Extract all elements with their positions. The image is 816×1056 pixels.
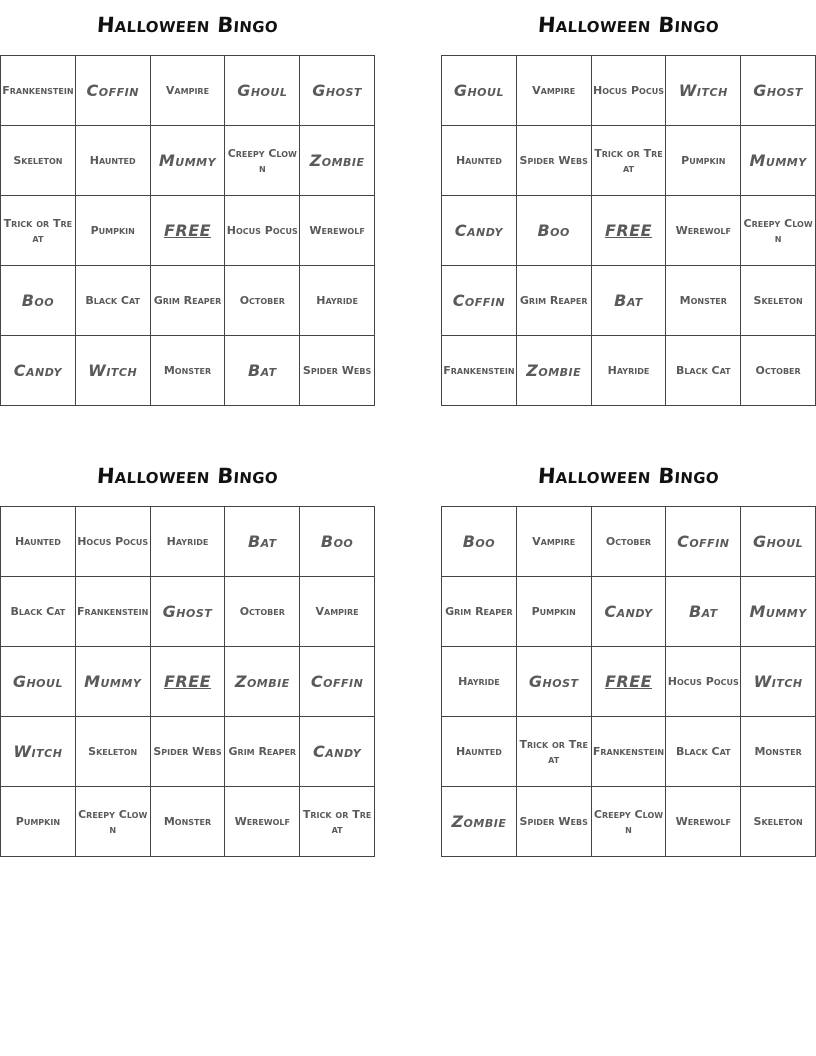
- bingo-cell: Ghoul: [225, 56, 300, 126]
- bingo-cell: Bat: [592, 266, 667, 336]
- bingo-cell: Frankenstein: [76, 577, 151, 647]
- bingo-grid: [441, 506, 816, 857]
- bingo-cell: Grim Reaper: [151, 266, 226, 336]
- bingo-cell: Frankenstein: [592, 717, 667, 787]
- bingo-cell: Werewolf: [666, 196, 741, 266]
- bingo-cell: Creepy Clown: [225, 126, 300, 196]
- bingo-cell: Monster: [151, 336, 226, 406]
- bingo-cell: Creepy Clown: [741, 196, 816, 266]
- bingo-cell: Creepy Clown: [76, 787, 151, 857]
- free-space-cell: FREE: [592, 647, 667, 717]
- bingo-cell: Spider Webs: [517, 787, 592, 857]
- bingo-cell: Witch: [741, 647, 816, 717]
- bingo-cell: Bat: [666, 577, 741, 647]
- bingo-cell: Vampire: [517, 507, 592, 577]
- bingo-cell: Zombie: [517, 336, 592, 406]
- bingo-cell: Mummy: [76, 647, 151, 717]
- bingo-cell: Witch: [1, 717, 76, 787]
- bingo-cell: Pumpkin: [76, 196, 151, 266]
- bingo-cell: Black Cat: [666, 336, 741, 406]
- bingo-cell: Haunted: [76, 126, 151, 196]
- bingo-cell: Witch: [666, 56, 741, 126]
- bingo-grid: [0, 506, 375, 857]
- bingo-cell: Ghost: [300, 56, 375, 126]
- bingo-cell: Trick or Treat: [1, 196, 76, 266]
- bingo-cell: Ghost: [741, 56, 816, 126]
- card-title: Halloween Bingo: [537, 464, 720, 488]
- bingo-cell: Grim Reaper: [225, 717, 300, 787]
- bingo-cell: Trick or Treat: [592, 126, 667, 196]
- bingo-cell: Skeleton: [741, 787, 816, 857]
- bingo-cell: Mummy: [741, 126, 816, 196]
- bingo-cell: Pumpkin: [666, 126, 741, 196]
- bingo-cell: Zombie: [225, 647, 300, 717]
- bingo-cell: Monster: [666, 266, 741, 336]
- bingo-cell: Bat: [225, 507, 300, 577]
- bingo-cell: Skeleton: [741, 266, 816, 336]
- bingo-cell: Ghoul: [1, 647, 76, 717]
- bingo-cell: Spider Webs: [517, 126, 592, 196]
- bingo-cell: Coffin: [666, 507, 741, 577]
- bingo-cell: Frankenstein: [1, 56, 76, 126]
- bingo-cell: Monster: [741, 717, 816, 787]
- bingo-cell: Frankenstein: [442, 336, 517, 406]
- bingo-cell: Boo: [517, 196, 592, 266]
- bingo-cell: Black Cat: [76, 266, 151, 336]
- bingo-cell: Skeleton: [76, 717, 151, 787]
- bingo-cell: October: [592, 507, 667, 577]
- bingo-cell: Vampire: [517, 56, 592, 126]
- bingo-cell: Vampire: [151, 56, 226, 126]
- bingo-cell: Boo: [1, 266, 76, 336]
- bingo-cell: Werewolf: [666, 787, 741, 857]
- bingo-cell: Hocus Pocus: [666, 647, 741, 717]
- bingo-cell: Spider Webs: [151, 717, 226, 787]
- bingo-cell: Haunted: [1, 507, 76, 577]
- bingo-cell: Zombie: [442, 787, 517, 857]
- bingo-cell: Boo: [300, 507, 375, 577]
- bingo-cell: Pumpkin: [517, 577, 592, 647]
- bingo-cell: Pumpkin: [1, 787, 76, 857]
- bingo-cell: Ghost: [151, 577, 226, 647]
- bingo-grid: [441, 55, 816, 406]
- free-space-cell: FREE: [151, 647, 226, 717]
- free-space-cell: FREE: [592, 196, 667, 266]
- bingo-cell: Candy: [300, 717, 375, 787]
- bingo-cell: Witch: [76, 336, 151, 406]
- bingo-cell: Candy: [1, 336, 76, 406]
- bingo-cell: Bat: [225, 336, 300, 406]
- bingo-cell: Skeleton: [1, 126, 76, 196]
- bingo-cell: Ghoul: [741, 507, 816, 577]
- bingo-cell: Candy: [442, 196, 517, 266]
- bingo-cell: Ghost: [517, 647, 592, 717]
- bingo-cell: Zombie: [300, 126, 375, 196]
- bingo-cell: Monster: [151, 787, 226, 857]
- bingo-cell: Black Cat: [1, 577, 76, 647]
- bingo-cell: Coffin: [76, 56, 151, 126]
- bingo-cell: Hocus Pocus: [76, 507, 151, 577]
- bingo-cell: Black Cat: [666, 717, 741, 787]
- bingo-cell: Hayride: [592, 336, 667, 406]
- bingo-cell: Vampire: [300, 577, 375, 647]
- bingo-cell: Candy: [592, 577, 667, 647]
- card-title: Halloween Bingo: [96, 13, 279, 37]
- bingo-cell: Creepy Clown: [592, 787, 667, 857]
- bingo-grid: [0, 55, 375, 406]
- bingo-cell: Hocus Pocus: [592, 56, 667, 126]
- bingo-cell: Haunted: [442, 717, 517, 787]
- bingo-cell: Grim Reaper: [517, 266, 592, 336]
- bingo-cell: Mummy: [741, 577, 816, 647]
- bingo-cell: Spider Webs: [300, 336, 375, 406]
- bingo-cell: Grim Reaper: [442, 577, 517, 647]
- bingo-cell: Mummy: [151, 126, 226, 196]
- bingo-cell: Trick or Treat: [517, 717, 592, 787]
- bingo-cell: Hayride: [151, 507, 226, 577]
- bingo-cell: Ghoul: [442, 56, 517, 126]
- free-space-cell: FREE: [151, 196, 226, 266]
- bingo-cell: Hayride: [300, 266, 375, 336]
- bingo-cell: Werewolf: [225, 787, 300, 857]
- bingo-cell: Coffin: [300, 647, 375, 717]
- bingo-cell: Hayride: [442, 647, 517, 717]
- card-title: Halloween Bingo: [537, 13, 720, 37]
- bingo-cell: Boo: [442, 507, 517, 577]
- bingo-cell: Hocus Pocus: [225, 196, 300, 266]
- bingo-cell: Haunted: [442, 126, 517, 196]
- bingo-cell: October: [225, 577, 300, 647]
- bingo-cell: Coffin: [442, 266, 517, 336]
- bingo-cell: October: [741, 336, 816, 406]
- bingo-cell: Trick or Treat: [300, 787, 375, 857]
- card-title: Halloween Bingo: [96, 464, 279, 488]
- bingo-cell: Werewolf: [300, 196, 375, 266]
- bingo-cell: October: [225, 266, 300, 336]
